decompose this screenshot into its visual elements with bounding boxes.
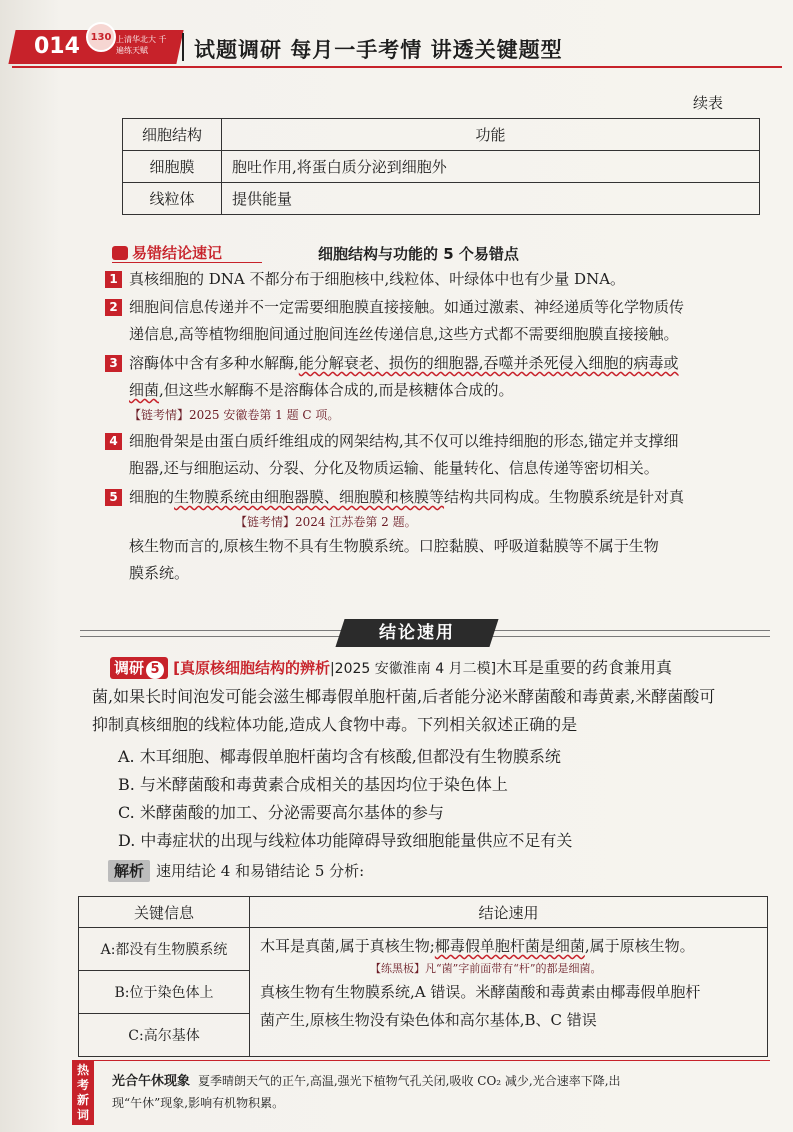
note-emphasis: 生物膜系统由细胞器膜、细胞膜和核膜等 xyxy=(174,488,445,506)
table-cell: 胞吐作用,将蛋白质分泌到细胞外 xyxy=(222,151,760,183)
key-info-cell: B:位于染色体上 xyxy=(79,971,250,1014)
note-text: 膜系统。 xyxy=(129,564,190,582)
note-text: 溶酶体中含有多种水解酶, xyxy=(129,354,299,372)
table-header-cell: 关键信息 xyxy=(79,897,250,928)
notes-tag xyxy=(112,242,222,263)
note-item-2 xyxy=(105,294,755,348)
note-text: 真核细胞的 DNA 不都分布于细胞核中,线粒体、叶绿体中也有少量 DNA。 xyxy=(129,270,626,288)
option-d: D. 中毒症状的出现与线粒体功能障碍导致细胞能量供应不足有关 xyxy=(118,831,573,850)
question-source: |2025 安徽淮南 4 月二模] xyxy=(329,661,497,677)
question-badge xyxy=(110,657,168,679)
note-text: 细胞骨架是由蛋白质纤维组成的网架结构,其不仅可以维持细胞的形态,锚定并支撑细 xyxy=(129,432,679,450)
table-cell: 线粒体 xyxy=(123,183,222,215)
structure-function-table xyxy=(122,118,760,215)
note-text: 胞器,还与细胞运动、分裂、分化及物质运输、能量转化、信息传递等密切相关。 xyxy=(129,459,659,477)
bubble-icon xyxy=(112,246,128,260)
header-rule xyxy=(12,66,782,68)
note-number: 2 xyxy=(105,299,122,316)
conclusion-text: ,属于原核生物。 xyxy=(584,937,695,955)
note-emphasis: 能分解衰老、损伤的细胞器,吞噬并杀死侵入细胞的病毒或 xyxy=(298,354,679,372)
footer-rule xyxy=(94,1060,770,1061)
question-badge-label: 调研 xyxy=(114,659,145,677)
key-info-cell: A:都没有生物膜系统 xyxy=(79,928,250,971)
note-text: 细胞间信息传递并不一定需要细胞膜直接接触。如通过激素、神经递质等化学物质传 xyxy=(129,298,685,316)
table-header-row xyxy=(123,119,760,151)
note-emphasis: 细菌 xyxy=(129,381,160,399)
note-text: ,但这些水解酶不是溶酶体合成的,而是核糖体合成的。 xyxy=(159,381,514,399)
table-header-cell: 结论速用 xyxy=(250,897,768,928)
header-divider xyxy=(182,33,184,61)
table-header-cell: 细胞结构 xyxy=(123,119,222,151)
note-number: 3 xyxy=(105,355,122,372)
exam-link-ref: 【链考情】2025 安徽卷第 1 题 C 项。 xyxy=(129,408,340,422)
section-banner xyxy=(335,619,498,647)
footer-note xyxy=(112,1070,762,1114)
note-text: 结构共同构成。生物膜系统是针对真 xyxy=(444,488,685,506)
table-row xyxy=(123,183,760,215)
section-banner-label: 结论速用 xyxy=(379,623,455,643)
conclusion-emphasis: 椰毒假单胞杆菌是细菌 xyxy=(434,937,585,955)
exam-link-ref: 【链考情】2024 江苏卷第 2 题。 xyxy=(235,515,417,529)
analysis-line xyxy=(108,860,364,882)
option-a: A. 木耳细胞、椰毒假单胞杆菌均含有核酸,但都没有生物膜系统 xyxy=(118,747,561,766)
notes-heading: 细胞结构与功能的 5 个易错点 xyxy=(318,245,519,263)
footer-term: 光合午休现象 xyxy=(112,1074,191,1089)
page-number: 014 xyxy=(34,34,80,59)
note-item-4 xyxy=(105,428,755,482)
conclusion-text: 真核生物有生物膜系统,A 错误。米酵菌酸和毒黄素由椰毒假单胞杆 xyxy=(260,983,701,1001)
analysis-text: 速用结论 4 和易错结论 5 分析: xyxy=(156,862,365,880)
note-item-5 xyxy=(105,484,755,587)
header-slogan: 上清华北大 千遍练天赋 xyxy=(116,35,167,55)
option-b: B. 与米酵菌酸和毒黄素合成相关的基因均位于染色体上 xyxy=(118,775,508,794)
note-text: 递信息,高等植物细胞间通过胞间连丝传递信息,这些方式都不需要细胞膜直接接触。 xyxy=(129,325,679,343)
analysis-table xyxy=(78,896,768,1057)
question-stem: 菌,如果长时间泡发可能会滋生椰毒假单胞杆菌,后者能分泌米酵菌酸和毒黄素,米酵菌酸可 xyxy=(92,687,716,706)
conclusion-text: 菌产生,原核生物没有染色体和高尔基体,B、C 错误 xyxy=(260,1011,597,1029)
table-cell: 提供能量 xyxy=(222,183,760,215)
note-number: 4 xyxy=(105,433,122,450)
notes-tag-underline xyxy=(112,262,262,263)
table-header-cell: 功能 xyxy=(222,119,760,151)
table-header-row xyxy=(79,897,768,928)
conclusion-text: 木耳是真菌,属于真核生物; xyxy=(260,937,435,955)
note-item-1 xyxy=(105,266,755,293)
question-number: 5 xyxy=(146,661,164,679)
note-item-3 xyxy=(105,350,755,426)
footer-tag: 热考新词 xyxy=(72,1060,94,1125)
note-number: 1 xyxy=(105,271,122,288)
logo-icon: 130 xyxy=(86,22,116,52)
tip-ref: 【练黑板】凡“菌”字前面带有“杆”的都是细菌。 xyxy=(370,962,602,975)
table-cell: 细胞膜 xyxy=(123,151,222,183)
note-text: 细胞的 xyxy=(129,488,175,506)
page-header xyxy=(0,0,793,78)
question-stem: 抑制真核细胞的线粒体功能,造成人食物中毒。下列相关叙述正确的是 xyxy=(92,715,578,734)
table-row xyxy=(79,928,768,971)
continued-label: 续表 xyxy=(692,94,723,112)
footer-text: 现“午休”现象,影响有机物积累。 xyxy=(112,1096,285,1110)
footer-text: 夏季晴朗天气的正午,高温,强光下植物气孔关闭,吸收 CO₂ 减少,光合速率下降,出 xyxy=(198,1074,621,1088)
table-row xyxy=(123,151,760,183)
header-title: 试题调研 每月一手考情 讲透关键题型 xyxy=(194,38,563,62)
question-block xyxy=(92,654,775,739)
key-info-cell: C:高尔基体 xyxy=(79,1014,250,1057)
question-topic: [真原核细胞结构的辨析 xyxy=(173,659,330,677)
option-c: C. 米酵菌酸的加工、分泌需要高尔基体的参与 xyxy=(118,803,444,822)
analysis-badge: 解析 xyxy=(108,860,150,882)
note-number: 5 xyxy=(105,489,122,506)
question-stem: 木耳是重要的药食兼用真 xyxy=(496,658,673,677)
conclusion-cell xyxy=(250,928,768,1057)
notes-tag-label: 易错结论速记 xyxy=(132,244,223,262)
note-text: 核生物而言的,原核生物不具有生物膜系统。口腔黏膜、呼吸道黏膜等不属于生物 xyxy=(129,537,659,555)
